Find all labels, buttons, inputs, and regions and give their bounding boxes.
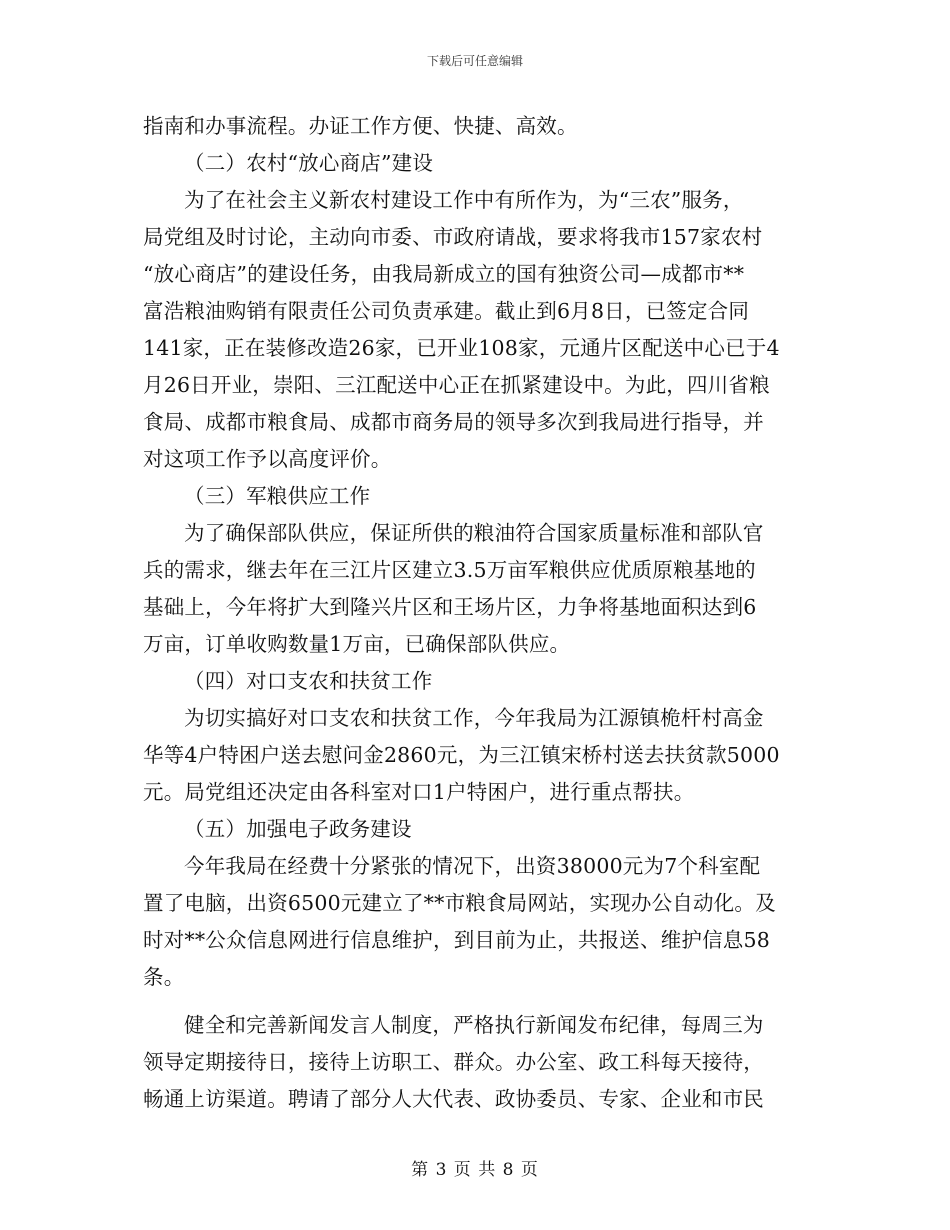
text-line: 健全和完善新闻发言人制度，严格执行新闻发布纪律，每周三为 [184, 1013, 764, 1037]
text-line: 对这项工作予以高度评价。 [143, 447, 392, 471]
text-line: 食局、成都市粮食局、成都市商务局的领导多次到我局进行指导，并 [143, 410, 764, 434]
text-line: 为了确保部队供应，保证所供的粮油符合国家质量标准和部队官 [184, 521, 764, 545]
text-line: 条。 [143, 965, 185, 989]
text-line: 元。局党组还决定由各科室对口1户特困户，进行重点帮扶。 [143, 780, 695, 804]
text-line: 基础上，今年将扩大到隆兴片区和王场片区，力争将基地面积达到6 [143, 595, 757, 619]
text-line: 万亩，订单收购数量1万亩，已确保部队供应。 [143, 632, 571, 656]
text-line: 兵的需求，继去年在三江片区建立3.5万亩军粮供应优质原粮基地的 [143, 558, 756, 582]
text-line: 富浩粮油购销有限责任公司负责承建。截止到6月8日，已签定合同 [143, 299, 750, 323]
text-line: 为切实搞好对口支农和扶贫工作，今年我局为江源镇桅杆村高金 [184, 706, 764, 730]
text-line: “放心商店”的建设任务，由我局新成立的国有独资公司—成都市** [143, 262, 745, 286]
text-line: 月26日开业，崇阳、三江配送中心正在抓紧建设中。为此，四川省粮 [143, 373, 770, 397]
section-heading: （二）农村“放心商店”建设 [184, 151, 434, 175]
text-line: 今年我局在经费十分紧张的情况下，出资38000元为7个科室配 [184, 854, 761, 878]
page-header: 下载后可任意编辑 [426, 54, 523, 68]
text-line: 141家，正在装修改造26家，已开业108家，元通片区配送中心已于4 [143, 336, 780, 360]
text-line: 指南和办事流程。办证工作方便、快捷、高效。 [143, 114, 578, 138]
text-line: 领导定期接待日，接待上访职工、群众。办公室、政工科每天接待， [143, 1050, 764, 1074]
section-heading: （三）军粮供应工作 [184, 484, 371, 508]
text-line: 时对**公众信息网进行信息维护，到目前为止，共报送、维护信息58 [143, 928, 770, 952]
text-line: 畅通上访渠道。聘请了部分人大代表、政协委员、专家、企业和市民 [143, 1087, 764, 1111]
paragraph-gap [143, 996, 811, 1007]
body-text [143, 108, 811, 1118]
text-line: 华等4户特困户送去慰问金2860元，为三江镇宋桥村送去扶贫款5000 [143, 743, 780, 767]
section-heading: （四）对口支农和扶贫工作 [184, 669, 433, 693]
text-line: 局党组及时讨论，主动向市委、市政府请战，要求将我市157家农村 [143, 225, 763, 249]
section-heading: （五）加强电子政务建设 [184, 817, 412, 841]
text-line: 置了电脑，出资6500元建立了**市粮食局网站，实现办公自动化。及 [143, 891, 776, 915]
page-footer: 第 3 页 共 8 页 [411, 1160, 539, 1180]
text-line: 为了在社会主义新农村建设工作中有所作为，为“三农”服务， [184, 188, 744, 212]
